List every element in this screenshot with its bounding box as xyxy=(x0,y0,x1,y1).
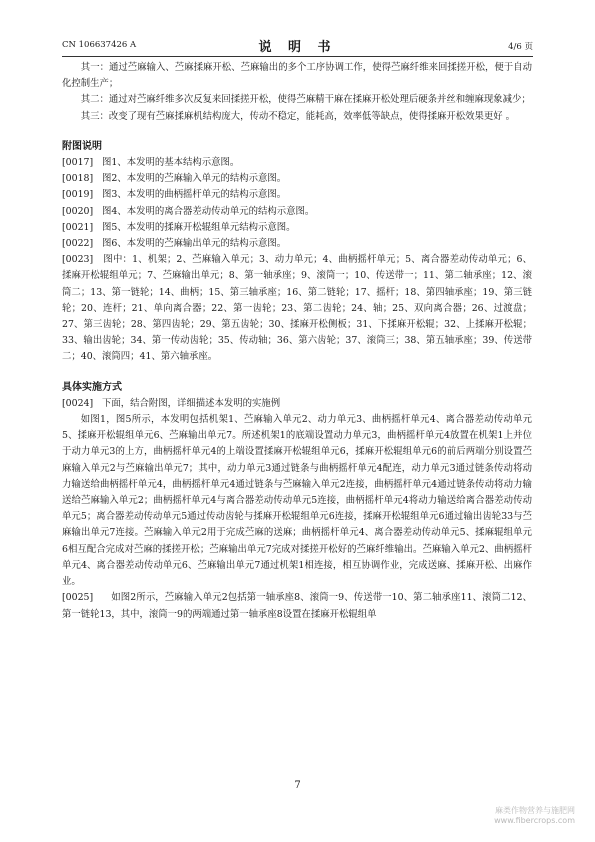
advantage-paragraph-3: 其三：改变了现有苎麻揉麻机结构庞大，传动不稳定，能耗高，效率低等缺点，使得揉麻开松效果更好 。 xyxy=(80,110,516,122)
page-header xyxy=(62,36,533,56)
paragraph-text: 如图2所示，苎麻输入单元2包括第一轴承座8、滚筒一9、传送带一10、第二轴承座11、滚筒二12、第一链轮13，其中，滚筒一9的两端通过第一轴承座8设置在揉麻开松辊组单 xyxy=(62,592,532,620)
paragraph-0025 xyxy=(62,590,532,622)
paragraph-0021 xyxy=(62,220,532,236)
document-title: 说 明 书 xyxy=(258,40,337,55)
paragraph-number: [0019] xyxy=(62,189,94,201)
paragraph-number: [0022] xyxy=(62,238,94,250)
page-number: 7 xyxy=(294,780,301,791)
paragraph-text: 下面，结合附图，详细描述本发明的实施例 xyxy=(102,397,281,409)
paragraph-text: 图6、本发明的苎麻输出单元的结构示意图。 xyxy=(102,238,287,250)
paragraph-0017 xyxy=(62,155,532,171)
watermark xyxy=(494,806,575,826)
paragraph-number: [0021] xyxy=(62,221,94,233)
paragraph-0019 xyxy=(62,187,532,203)
paragraph-text: 图4、本发明的离合器差动传动单元的结构示意图。 xyxy=(102,205,315,217)
paragraph-number: [0018] xyxy=(62,173,94,185)
paragraph-text: 图中：1、机架；2、苎麻输入单元；3、动力单元；4、曲柄摇杆单元；5、离合器差动传动单元；6、揉麻开松辊组单元；7、苎麻输出单元；8、第一轴承座；9、滚筒一；10、传送带一；11、第二轴承座；12、滚筒二；13、第一链轮；14、曲柄；15、第三轴承座；16、第二链轮；17、摇杆；18、第四轴承座；19、第三链轮；20、连杆；21、单向离合器；22、第一齿轮；23、第二齿轮；24、轴；25、双向离合器；26、过渡盘；27、第三齿轮；28、第四齿轮；29、第五齿轮；30、揉麻开松侧板；31、下揉麻开松辊；32、上揉麻开松辊；33、输出齿轮；34、第一传动齿轮；35、传动轴；36、第六齿轮；37、滚筒三；38、第五轴承座；39、传送带二；40、滚筒四；41、第六轴承座。 xyxy=(62,254,532,363)
paragraph-0022 xyxy=(62,236,532,252)
patent-number: CN 106637426 A xyxy=(62,40,137,50)
advantage-paragraph-1: 其一：通过苎麻输入、苎麻揉麻开松、苎麻输出的多个工序协调工作，使得苎麻纤维来回揉搓开松，便于自动化控制生产； xyxy=(62,62,532,90)
paragraph-text: 图3、本发明的曲柄摇杆单元的结构示意图。 xyxy=(102,189,287,201)
paragraph-text: 图1、本发明的基本结构示意图。 xyxy=(102,157,240,169)
watermark-site-name: 麻类作物营养与施肥网 xyxy=(495,806,575,815)
page-counter: 4/6 页 xyxy=(508,42,533,52)
implementation-section-heading: 具体实施方式 xyxy=(62,381,122,393)
header-rule xyxy=(62,56,533,57)
paragraph-number: [0023] xyxy=(62,254,94,266)
paragraph-text: 图2、本发明的苎麻输入单元的结构示意图。 xyxy=(102,173,287,185)
implementation-paragraph: 如图1，图5所示，本发明包括机架1、苎麻输入单元2、动力单元3、曲柄摇杆单元4、离合器差动传动单元5、揉麻开松辊组单元6、苎麻输出单元7。所述机架1的底端设置动力单元3，曲柄摇杆单元4放置在机架1上并位于动力单元3的上方，曲柄摇杆单元4的上端设置揉麻开松辊组单元6，揉麻开松辊组单元6的前后两端分别设置苎麻输入单元2与苎麻输出单元7；其中，动力单元3通过链条与曲柄摇杆单元4配连，动力单元3通过链条传动将动力输送给曲柄摇杆单元4，曲柄摇杆单元4通过链条与苎麻输入单元2连接，曲柄摇杆单元4通过链条传动将动力输送给苎麻输入单元2；曲柄摇杆单元4与离合器差动传动单元5连接，曲柄摇杆单元4将动力输送给离合器差动传动单元5；离合器差动传动单元5通过传动齿轮与揉麻开松辊组单元6连接，揉麻开松辊组单元6通过输出齿轮33与苎麻输出单元7连接。苎麻输入单元2用于完成苎麻的送麻；曲柄摇杆单元4、离合器差动传动单元5、揉麻辊组单元6相互配合完成对苎麻的揉搓开松；苎麻输出单元7完成对揉搓开松好的苎麻纤维输出。苎麻输入单元2、曲柄摇杆单元4、离合器差动传动单元6、苎麻输出单元7通过机架1相连接，相互协调作业，完成送麻、揉麻开松、出麻作业。 xyxy=(62,414,532,588)
paragraph-0023 xyxy=(62,252,532,365)
paragraph-text: 图5、本发明的揉麻开松辊组单元结构示意图。 xyxy=(102,221,296,233)
paragraph-number: [0020] xyxy=(62,205,94,217)
paragraph-0024 xyxy=(62,396,532,412)
paragraph-0020 xyxy=(62,204,532,220)
paragraph-number: [0024] xyxy=(62,397,94,409)
advantage-paragraph-2: 其二：通过对苎麻纤维多次反复来回揉搓开松，使得苎麻精干麻在揉麻开松处理后硬条并丝和缠麻现象减少； xyxy=(80,94,531,106)
paragraph-number: [0025] xyxy=(62,592,94,604)
document-body xyxy=(62,60,532,623)
figures-section-heading: 附图说明 xyxy=(62,140,102,152)
paragraph-number: [0017] xyxy=(62,157,94,169)
watermark-url: www.fibercrops.com xyxy=(494,816,575,825)
paragraph-0018 xyxy=(62,171,532,187)
